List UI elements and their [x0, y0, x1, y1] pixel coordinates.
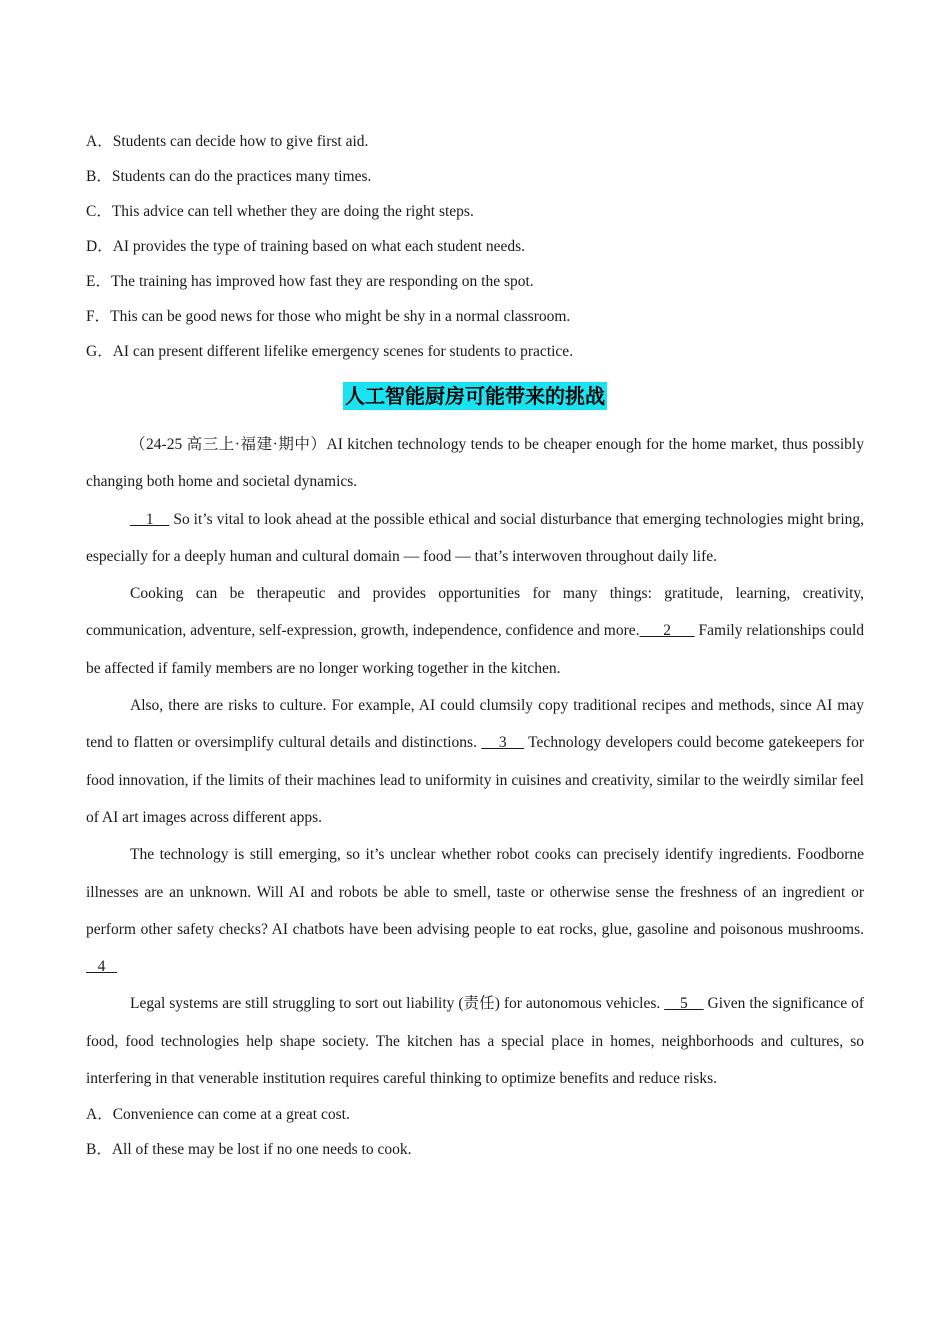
option-letter: F．	[86, 308, 111, 325]
option-g	[86, 334, 864, 369]
paragraph-text: So it’s vital to look ahead at the possible ethical and social disturbance that emerging technologies might bring, especially for a deeply human and cultural domain — food — that’s interwoven throughout daily life.	[86, 510, 865, 565]
option-letter: B．	[86, 1141, 112, 1159]
document-page	[86, 124, 864, 1167]
passage-paragraph-5	[86, 836, 864, 985]
option-letter: A．	[86, 1106, 113, 1124]
option-a	[86, 124, 864, 159]
paragraph-text: The technology is still emerging, so it’s unclear whether robot cooks can precisely identify ingredients. Foodborne illnesses are an unknown. Will AI and robots be able to smell, taste or otherwise sense the freshness of an ingredient or perform other safety checks? AI chatbots have been advising people to eat rocks, glue, gasoline and poisonous mushrooms.	[86, 846, 864, 938]
paragraph-text: Given the significance of food, food technologies help shape society. The kitchen has a special place in homes, neighborhoods and cultures, so interfering in that venerable institution requires careful thinking to optimize benefits and reduce risks.	[86, 995, 864, 1088]
passage-paragraph-4	[86, 687, 864, 836]
option-e	[86, 264, 864, 299]
passage-paragraph-2	[86, 501, 864, 576]
section-heading-wrap	[86, 380, 864, 418]
option-letter: E．	[86, 273, 111, 290]
option-list-bottom	[86, 1097, 864, 1167]
option-text: Students can decide how to give first aid.	[112, 133, 369, 150]
paragraph-text: Also, there are risks to culture. For example, AI could clumsily copy traditional recipes and methods, since AI may tend to flatten or oversimplify cultural details and distinctions.	[86, 697, 864, 752]
option-f	[86, 299, 864, 334]
option-letter: B．	[86, 168, 112, 185]
option-letter: G．	[86, 343, 113, 360]
option-d	[86, 229, 864, 264]
option-a	[86, 1097, 864, 1132]
paragraph-text: Legal systems are still struggling to sort out liability (责任) for autonomous vehicles.	[130, 995, 665, 1013]
paragraph-text: Cooking can be therapeutic and provides opportunities for many things: gratitude, learning, creativity, communication, adventure, self-expression, growth, independence, confidence and more.	[86, 585, 864, 640]
section-title: 人工智能厨房可能带来的挑战	[345, 384, 605, 408]
paragraph-text: Family relationships could be affected if family members are no longer working together in the kitchen.	[86, 622, 865, 677]
answer-blank-2: 2	[639, 622, 695, 640]
option-text: Students can do the practices many times.	[111, 168, 372, 185]
option-b	[86, 1132, 864, 1167]
option-text: This advice can tell whether they are doing the right steps.	[111, 203, 474, 220]
option-text: AI provides the type of training based on what each student needs.	[112, 238, 526, 255]
option-text: All of these may be lost if no one needs to cook.	[111, 1141, 412, 1159]
option-letter: D．	[86, 238, 113, 255]
option-text: This can be good news for those who might be shy in a normal classroom.	[110, 308, 571, 325]
passage-paragraph-6	[86, 985, 864, 1097]
answer-blank-3: 3	[481, 734, 525, 752]
answer-blank-4: 4	[86, 958, 117, 976]
answer-blank-5: 5	[664, 995, 704, 1013]
option-text: Convenience can come at a great cost.	[112, 1106, 350, 1124]
paragraph-text: Technology developers could become gatekeepers for food innovation, if the limits of their machines lead to uniformity in cuisines and creativity, similar to the weirdly similar feel of AI art images across different apps.	[86, 734, 864, 826]
option-c	[86, 194, 864, 229]
option-b	[86, 159, 864, 194]
passage-paragraph-1	[86, 426, 864, 501]
option-text: The training has improved how fast they are responding on the spot.	[110, 273, 534, 290]
question-source: （24-25 高三上·福建·期中）	[130, 436, 327, 453]
option-letter: C．	[86, 203, 112, 220]
option-text: AI can present different lifelike emergency scenes for students to practice.	[112, 343, 574, 360]
passage-paragraph-3	[86, 575, 864, 687]
answer-blank-1: 1	[130, 510, 170, 528]
option-list-top	[86, 124, 864, 369]
paragraph-text: AI kitchen technology tends to be cheaper enough for the home market, thus possibly changing both home and societal dynamics.	[86, 436, 864, 491]
option-letter: A．	[86, 133, 113, 150]
